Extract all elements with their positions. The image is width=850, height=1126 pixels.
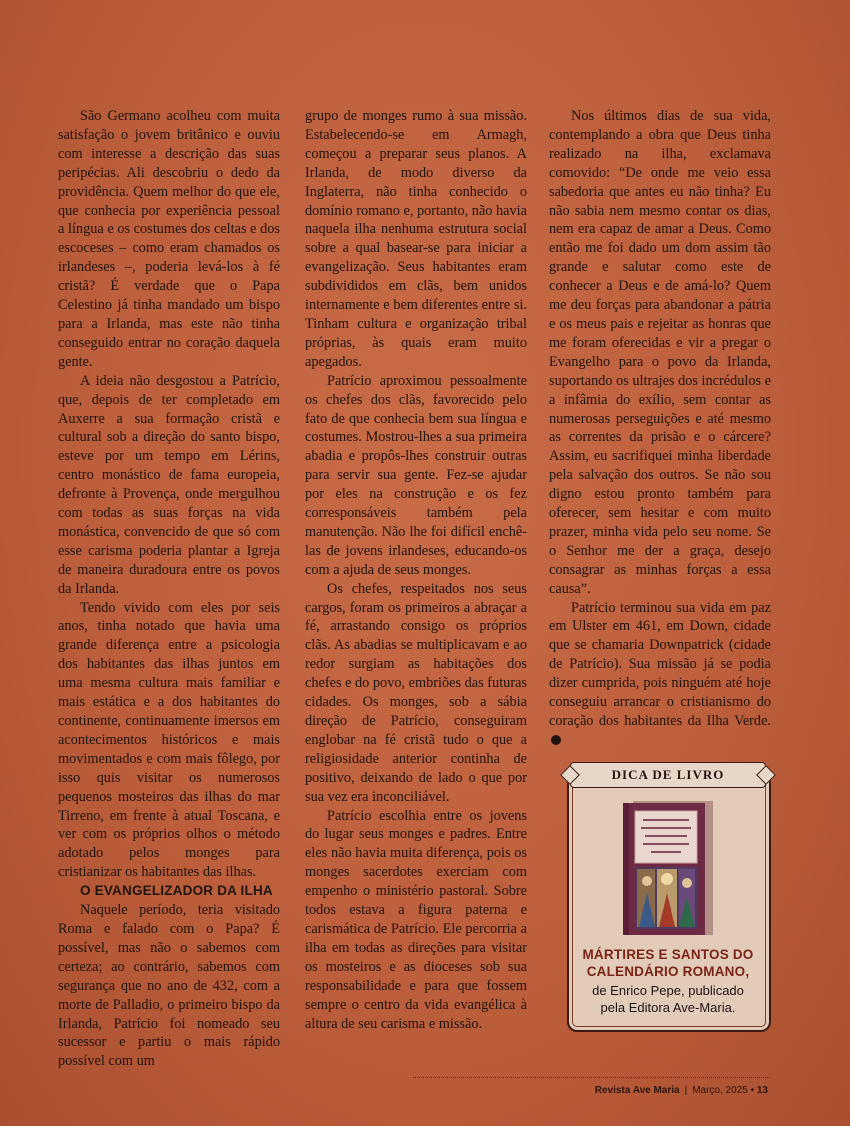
footer-separator: | <box>684 1085 688 1096</box>
book-credit-line-2: pela Editora Ave-Maria. <box>600 1000 736 1015</box>
paragraph: Patrício escolhia entre os jovens do lugar seus monges e padres. Entre eles não havia muita diferença, pois os monges sacerdotes exerciam com empenho o ministério pastoral. Sobre todos estava a figura paterna e carismática de Patrício. Ele percorria a ilha em todas as direções para visitar os mosteiros e as dioceses sob sua responsabilidade e para que fossem sempre o centro da vida evangélica à altura de seu carisma e missão. <box>305 807 527 1032</box>
page-number: 13 <box>756 1085 768 1096</box>
book-credit <box>572 982 764 1016</box>
page-footer <box>595 1085 768 1096</box>
paragraph: Nos últimos dias de sua vida, contemplando a obra que Deus tinha realizado na ilha, exclamava comovido: “De onde me veio essa sabedoria que antes eu não tinha? Eu não sabia nem mesmo contar os dias, nem era capaz de amar a Deus. Como então me foi dado um dom assim tão grande e salutar como este de conhecer a Deus e de amá-lo? Quem me deu forças para abandonar a pátria e os meus pais e rejeitar as honras que me foram oferecidas e vir a pregar o Evangelho para o povo da Irlanda, suportando os ultrajes dos incrédulos e a infâmia do exílio, sem contar as numerosas perseguições e até mesmo as correntes da prisão e o cárcere? Assim, eu sacrifiquei minha liberdade pela salvação dos outros. Se não sou digno estou pronto também para oferecer, sem hesitar e com muito prazer, minha vida pelo seu nome. Se o Senhor me der a graça, desejo consagrar as minhas forças a essa causa”. <box>549 108 771 597</box>
article-column-1 <box>58 107 280 1071</box>
paragraph <box>549 599 771 750</box>
book-title <box>572 946 764 980</box>
article-column-2 <box>305 107 527 1033</box>
paragraph: Tendo vivido com eles por seis anos, tinha notado que havia uma grande diferença entre a psicologia dos habitantes das ilhas juntos em uma mesma cultura mais familiar e mais estática e a dos habitantes do continente, continuamente imersos em acontecimentos históricos e mais movimentados e com mais fôlego, por isso quis visitar os numerosos pequenos mosteiros das ilhas do mar Tirreno, em frente à atual Toscana, e ver com os próprios olhos o método adotado pelos monges para cristianizar os habitantes das ilhas. <box>58 599 280 881</box>
end-of-article-dot-icon <box>551 735 561 745</box>
paragraph: A ideia não desgostou a Patrício, que, depois de ter completado em Auxerre a sua formação cristã e cultural sob a direção do santo bispo, esteve por um tempo em Lérins, centro monástico de fama europeia, defronte à Provença, onde mergulhou com todas as suas forças na vida monástica, convencido de que só com esse carisma poderia plantar a Igreja de maneira duradoura entre os povos da Irlanda. <box>58 372 280 597</box>
footer-magazine-name: Revista Ave Maria <box>594 1085 680 1096</box>
section-heading: O EVANGELIZADOR DA ILHA <box>80 883 273 899</box>
article-column-3 <box>549 107 771 750</box>
book-title-line-1: MÁRTIRES E SANTOS DO <box>582 947 754 962</box>
paragraph: São Germano acolheu com muita satisfação o jovem britânico e ouviu com interesse a descrição das suas peripécias. Ali descobriu o dedo da providência. Quem melhor do que ele, que conhecia por experiência pessoal a língua e os costumes dos celtas e dos escoceses – como eram chamados os irlandeses –, poderia levá-los à fé cristã? É verdade que o Papa Celestino já tinha mandado um bispo para a Irlanda, mas este não tinha conseguido entrar no coração daquela gente. <box>58 108 280 370</box>
paragraph: grupo de monges rumo à sua missão. Estabelecendo-se em Armagh, começou a preparar seus planos. A Irlanda, de modo diverso da Inglaterra, não tinha conhecido o domínio romano e, portanto, não havia naquela ilha nenhuma estrutura social sobre a qual basear-se para iniciar a evangelização. Seus habitantes eram subdivididos em clãs, bem unidos internamente e bem diferentes entre si. Tinham cultura e organização tribal próprias, às quais eram muito apegados. <box>305 108 527 370</box>
footer-date: Março, 2025 <box>692 1085 748 1096</box>
book-tip-banner <box>570 762 766 788</box>
paragraph: Naquele período, teria visitado Roma e falado com o Papa? É possível, mas não o sabemos com certeza; ao contrário, sabemos com segurança que no ano de 432, com a morte de Palladio, o primeiro bispo da Irlanda, Patrício foi nomeado seu sucessor e partiu o mais rápido possível com um <box>58 902 280 1070</box>
footer-bullet: • <box>750 1085 755 1096</box>
paragraph: Patrício aproximou pessoalmente os chefes dos clãs, favorecido pelo fato de que conhecia bem sua língua e costumes. Mostrou-lhes a sua primeira abadia e propôs-lhes construir outras para servir sua gente. Fez-se ajudar por eles na construção e os fez corresponsáveis também pela manutenção. Não lhe foi difícil enchê-las de jovens irlandeses, educando-os com a ajuda de seus monges. <box>305 372 527 578</box>
paragraph-text: Patrício terminou sua vida em paz em Ulster em 461, em Down, cidade que se chamaria Downpatrick (cidade de Patrício). Sua missão já se podia dizer cumprida, pois ninguém até hoje conseguiu arrancar o cristianismo do coração dos habitantes da Ilha Verde. <box>549 599 771 729</box>
book-tip-banner-label: DICA DE LIVRO <box>611 767 725 782</box>
book-title-line-2: CALENDÁRIO ROMANO, <box>586 964 750 979</box>
paragraph: Os chefes, respeitados nos seus cargos, foram os primeiros a abraçar a fé, arrastando consigo os próprios clãs. As abadias se multiplicavam e ao redor surgiam as habitações dos chefes e do povo, embriões das futuras cidades. Os monges, sob a sábia direção de Patrício, conseguiram englobar na fé cristã tudo o que a religiosidade anterior continha de positivo, deixando de lado o que por sua vez era inconciliável. <box>305 580 527 805</box>
book-cover-image <box>623 797 715 937</box>
book-credit-line-1: de Enrico Pepe, publicado <box>592 983 744 998</box>
footer-rule <box>413 1077 770 1078</box>
